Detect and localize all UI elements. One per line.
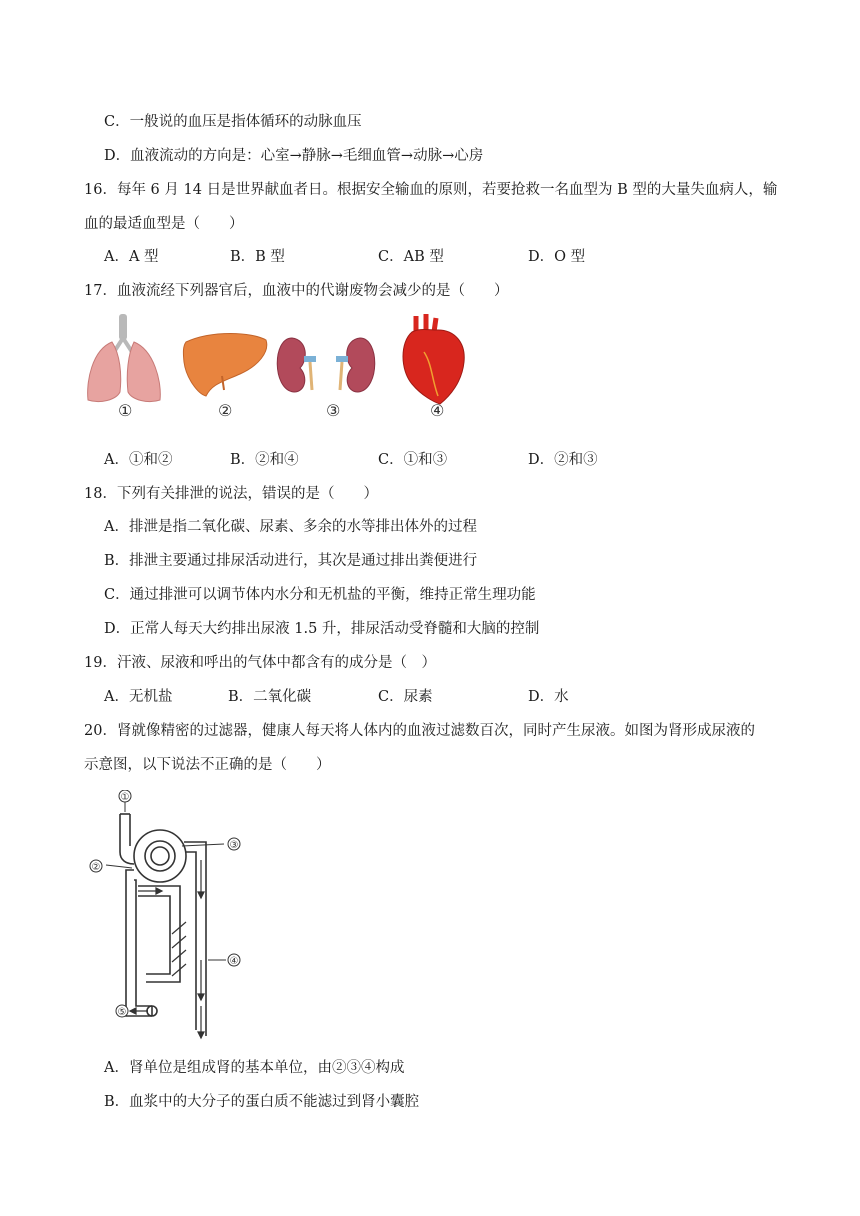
- nephron-label-5: ⑤: [117, 1007, 127, 1018]
- nephron-illustration: [86, 790, 256, 1040]
- heart-image: [403, 314, 464, 404]
- q16-option-b: B．B 型: [230, 249, 285, 265]
- nephron-label-1: ①: [120, 792, 130, 803]
- organ-label-1: ①: [118, 401, 133, 420]
- q18-stem: 18．下列有关排泄的说法，错误的是（ ）: [84, 486, 378, 502]
- organ-label-4: ④: [430, 401, 445, 420]
- lungs-image: [88, 314, 161, 402]
- q18-option-b: B．排泄主要通过排尿活动进行，其次是通过排出粪便进行: [104, 553, 478, 569]
- q17-option-a: A．①和②: [104, 452, 173, 468]
- q18-option-a: A．排泄是指二氧化碳、尿素、多余的水等排出体外的过程: [104, 519, 477, 535]
- kidneys-image: [277, 338, 375, 392]
- q19-option-d: D．水: [528, 689, 569, 705]
- q15-option-d: D．血液流动的方向是：心室→静脉→毛细血管→动脉→心房: [104, 148, 484, 164]
- nephron-label-2: ②: [91, 862, 101, 873]
- q16-option-c: C．AB 型: [378, 249, 444, 265]
- q17-stem: 17．血液流经下列器官后，血液中的代谢废物会减少的是（ ）: [84, 283, 509, 299]
- q20-stem-line2: 示意图，以下说法不正确的是（ ）: [84, 757, 331, 773]
- organ-label-3: ③: [326, 401, 341, 420]
- q20-option-a: A．肾单位是组成肾的基本单位，由②③④构成: [104, 1060, 405, 1076]
- q16-option-d: D．O 型: [528, 249, 586, 265]
- organ-illustration: [82, 312, 482, 424]
- liver-image: [183, 334, 266, 397]
- q17-organ-figure: [82, 312, 482, 424]
- nephron-diagram: [86, 790, 256, 1040]
- organ-label-2: ②: [218, 401, 233, 420]
- q19-option-c: C．尿素: [378, 689, 433, 705]
- q16-stem-line1: 16．每年 6 月 14 日是世界献血者日。根据安全输血的原则，若要抢救一名血型为 B 型的大量失血病人，输: [84, 182, 778, 198]
- q19-option-b: B．二氧化碳: [228, 689, 312, 705]
- q18-option-c: C．通过排泄可以调节体内水分和无机盐的平衡，维持正常生理功能: [104, 587, 536, 603]
- q20-stem-line1: 20．肾就像精密的过滤器，健康人每天将人体内的血液过滤数百次，同时产生尿液。如图为肾形成尿液的: [84, 723, 755, 739]
- q19-option-a: A．无机盐: [104, 689, 173, 705]
- q17-option-d: D．②和③: [528, 452, 598, 468]
- q17-option-b: B．②和④: [230, 452, 299, 468]
- q18-option-d: D．正常人每天大约排出尿液 1.5 升，排尿活动受脊髓和大脑的控制: [104, 621, 540, 637]
- q20-option-b: B．血浆中的大分子的蛋白质不能滤过到肾小囊腔: [104, 1094, 420, 1110]
- q16-stem-line2: 血的最适血型是（ ）: [84, 216, 244, 232]
- nephron-label-4: ④: [229, 956, 239, 967]
- nephron-label-3: ③: [229, 840, 239, 851]
- q15-option-c: C．一般说的血压是指体循环的动脉血压: [104, 114, 362, 130]
- q19-stem: 19．汗液、尿液和呼出的气体中都含有的成分是（ ）: [84, 655, 436, 671]
- q16-option-a: A．A 型: [104, 249, 159, 265]
- q17-option-c: C．①和③: [378, 452, 448, 468]
